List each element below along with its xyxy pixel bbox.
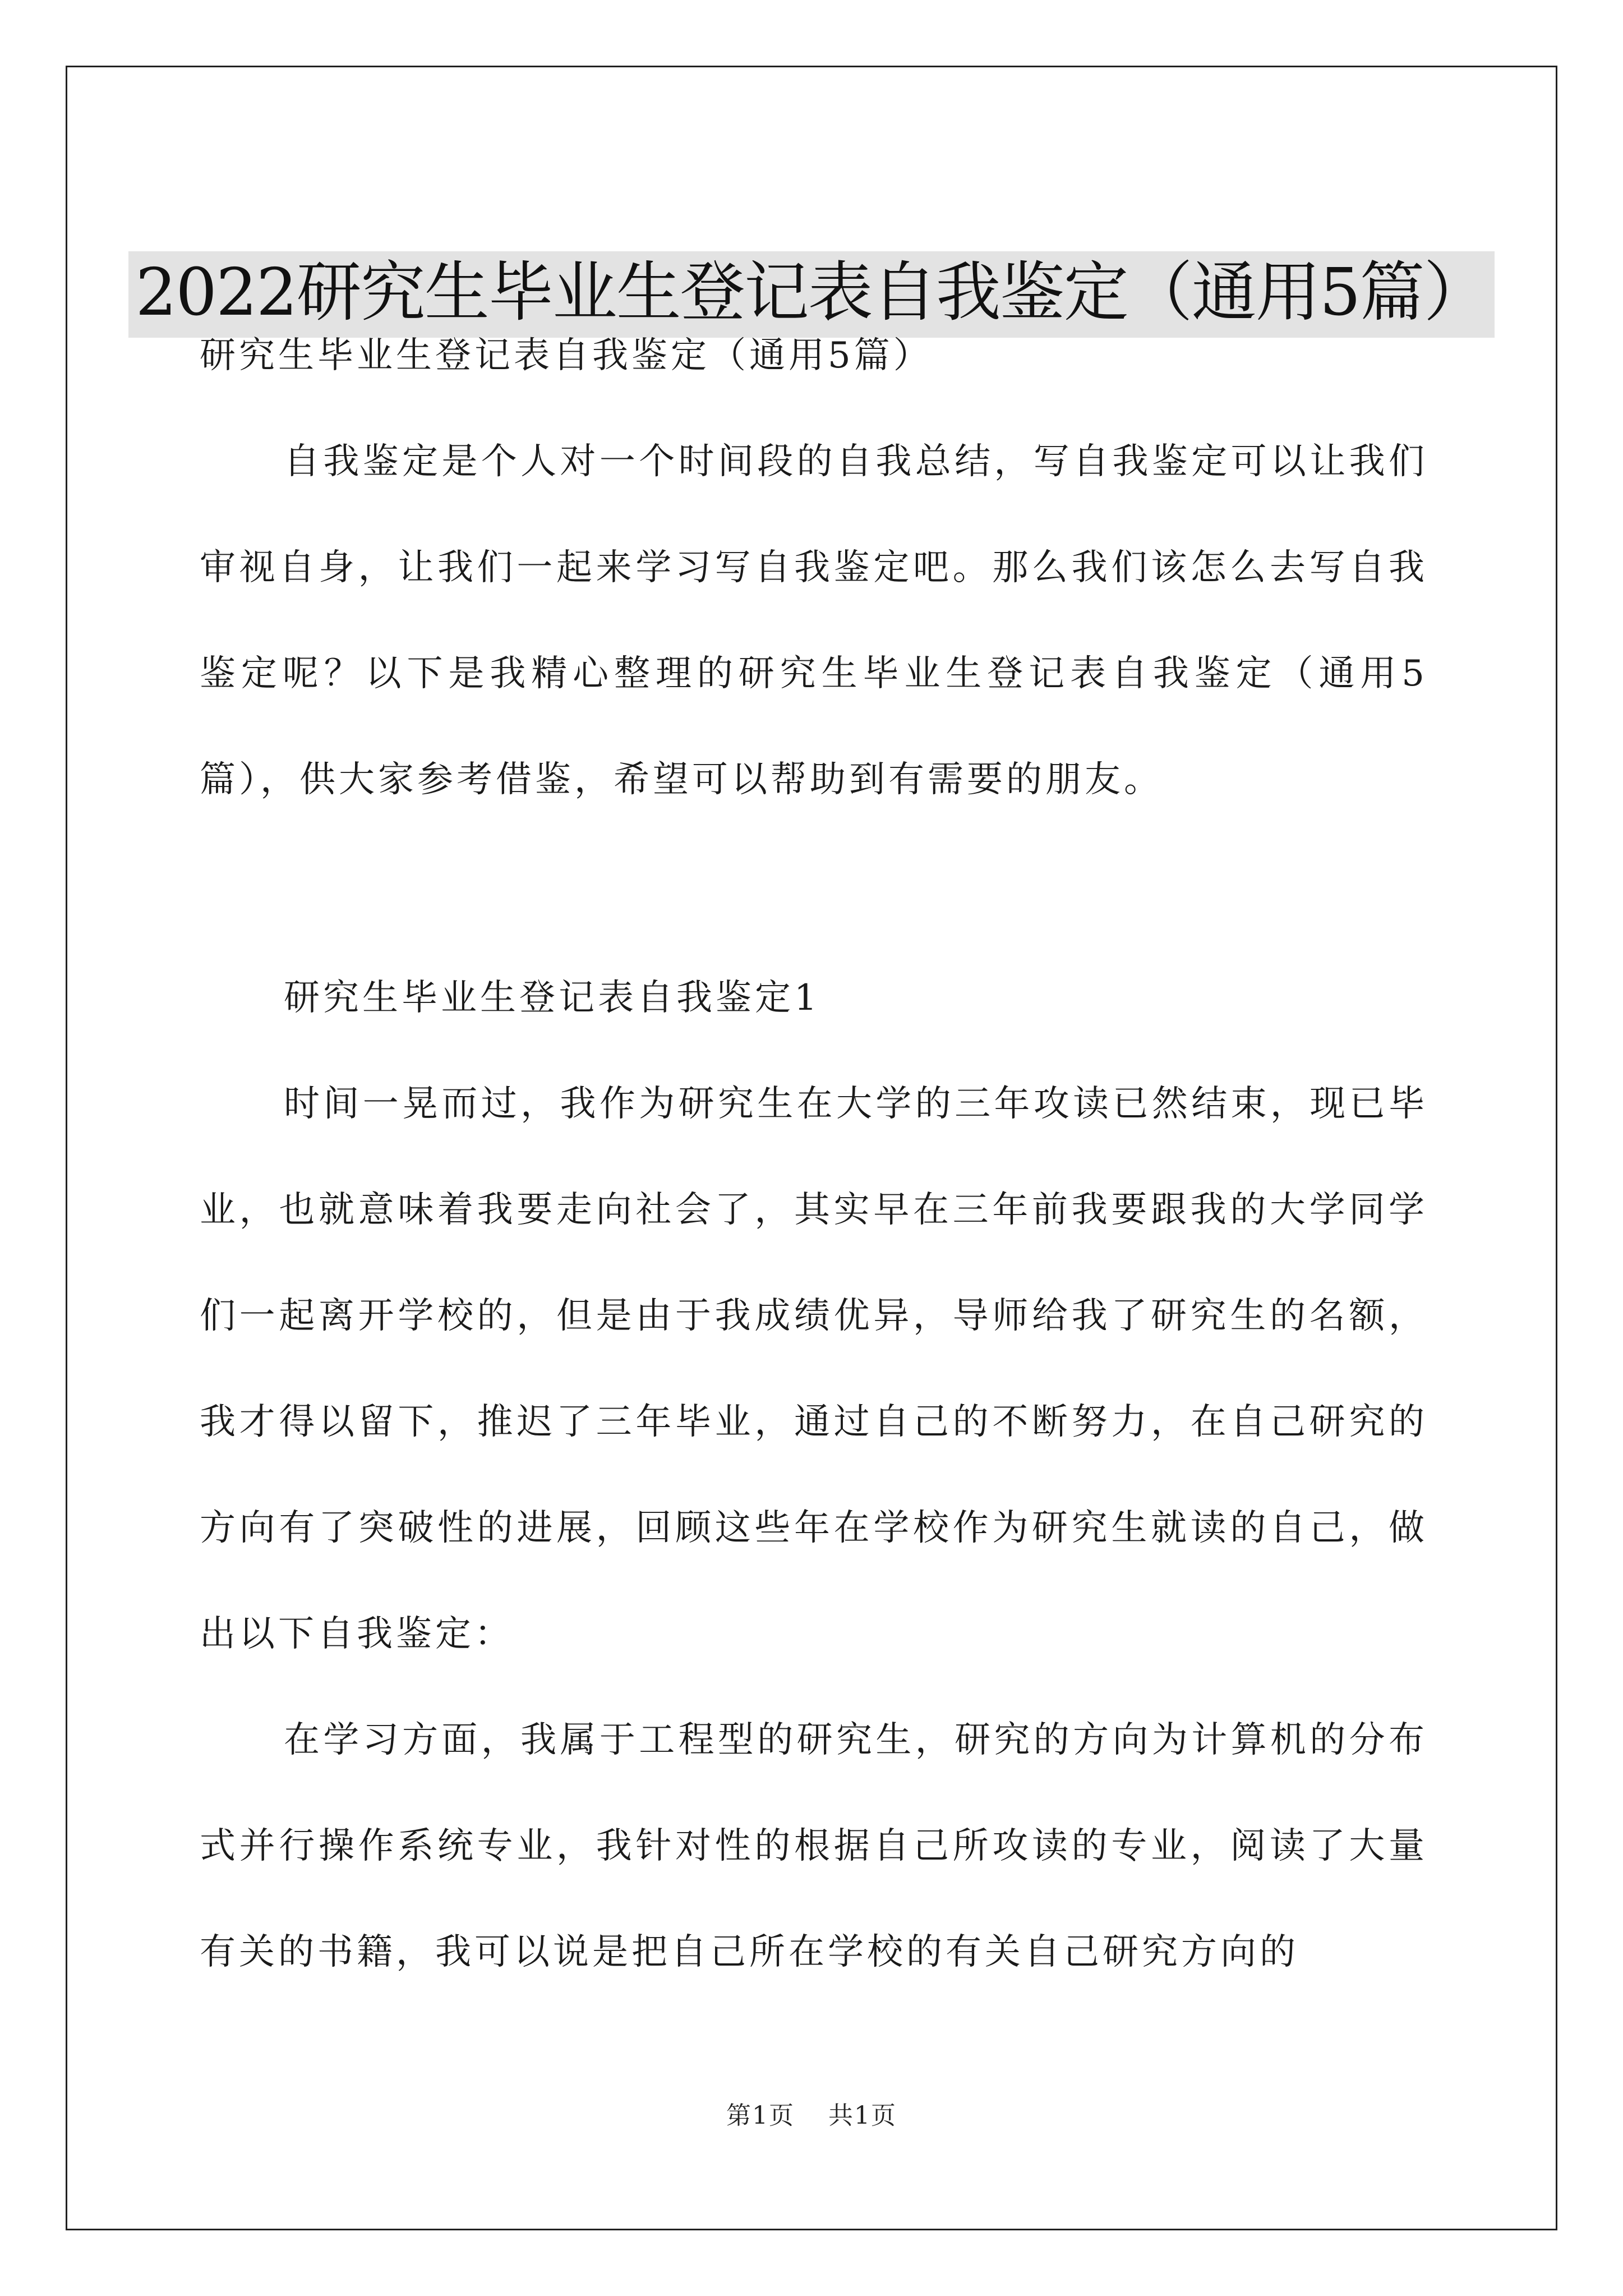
intro-paragraph: 自我鉴定是个人对一个时间段的自我总结，写自我鉴定可以让我们审视自身，让我们一起来学习写自我鉴定吧。那么我们该怎么去写自我鉴定呢？以下是我精心整理的研究生毕业生登记表自我鉴定（通用5篇），供大家参考借鉴，希望可以帮助到有需要的朋友。 xyxy=(200,441,1428,800)
section-heading: 研究生毕业生登记表自我鉴定1 xyxy=(284,977,820,1019)
document-title: 2022研究生毕业生登记表自我鉴定（通用5篇） xyxy=(128,251,1494,338)
document-subtitle: 研究生毕业生登记表自我鉴定（通用5篇） xyxy=(200,335,933,376)
current-page-label: 第1页 xyxy=(726,2101,795,2130)
page-footer xyxy=(0,2095,1623,2131)
body-paragraph: 时间一晃而过，我作为研究生在大学的三年攻读已然结束，现已毕业，也就意味着我要走向社会了，其实早在三年前我要跟我的大学同学们一起离开学校的，但是由于我成绩优异，导师给我了研究生的名额，我才得以留下，推迟了三年毕业，通过自己的不断努力，在自己研究的方向有了突破性的进展，回顾这些年在学校作为研究生就读的自己，做出以下自我鉴定： xyxy=(200,1083,1428,1655)
document-body xyxy=(200,303,1428,2005)
total-pages-label: 共1页 xyxy=(828,2101,897,2130)
body-paragraph: 在学习方面，我属于工程型的研究生，研究的方向为计算机的分布式并行操作系统专业，我针对性的根据自己所攻读的专业，阅读了大量有关的书籍，我可以说是把自己所在学校的有关自己研究方向的 xyxy=(200,1719,1428,1973)
